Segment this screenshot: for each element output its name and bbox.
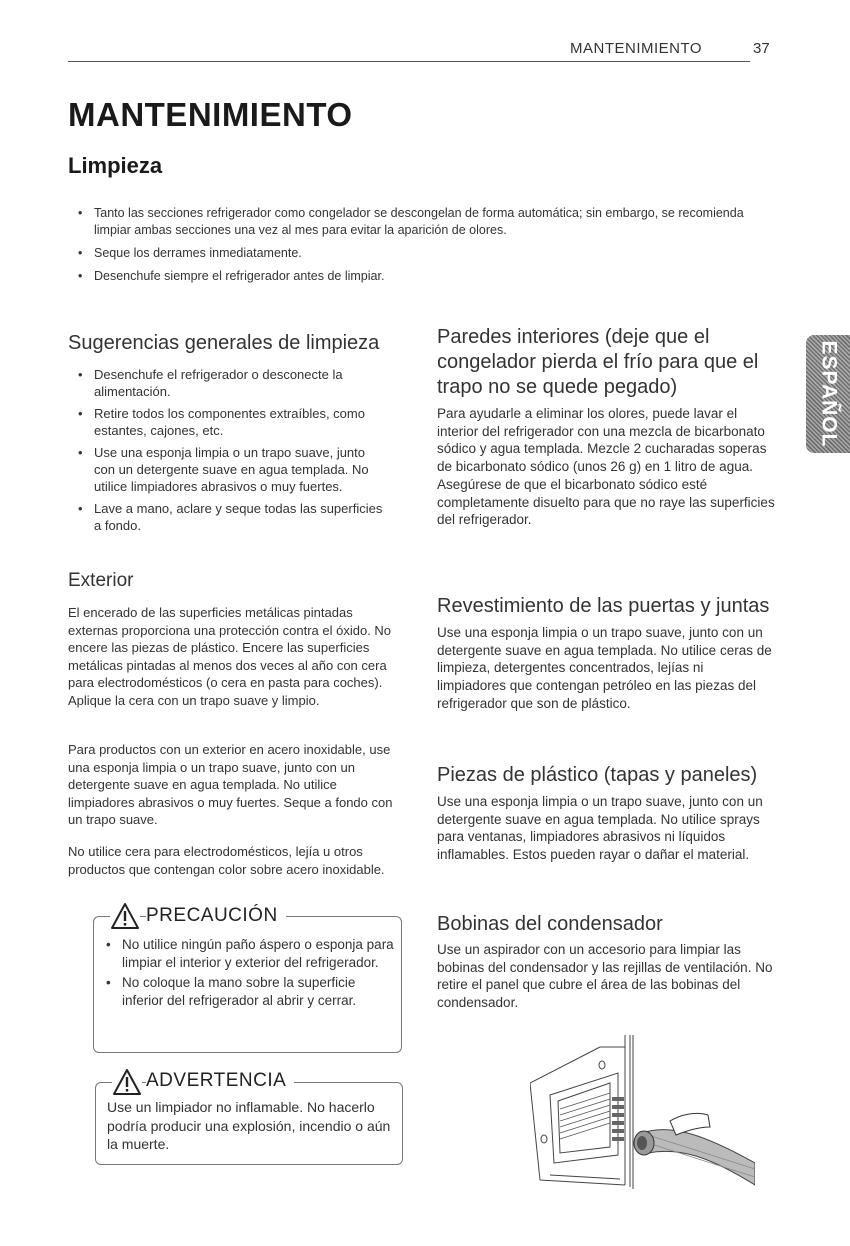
language-tab xyxy=(806,335,850,453)
list-item: • No coloque la mano sobre la superficie inferior del refrigerador al abrir y cerrar. xyxy=(106,974,396,1009)
condenser-coils-heading: Bobinas del condensador xyxy=(437,913,663,935)
warning-icon xyxy=(112,1068,142,1096)
exterior-paragraph-3: No utilice cera para electrodomésticos, lejía u otros productos que contengan color sobre acero inoxidable. xyxy=(68,844,385,877)
page-title: MANTENIMIENTO xyxy=(68,96,353,133)
list-item: • Desenchufe el refrigerador o desconecte la alimentación. xyxy=(78,366,388,400)
exterior-heading: Exterior xyxy=(68,570,134,591)
plastic-parts-heading: Piezas de plástico (tapas y paneles) xyxy=(437,764,758,786)
list-item: • Use una esponja limpia o un trapo suave, junto con un detergente suave en agua templada. No utilice limpiadores abrasivos o muy fuertes. xyxy=(78,444,388,495)
general-cleaning-list xyxy=(78,366,388,539)
caution-list xyxy=(106,936,396,1012)
exterior-paragraph-1: El encerado de las superficies metálicas pintadas externas proporciona una protección contra el óxido. No encere las piezas de plástico. Encere las superficies metálicas pintadas al menos dos veces al año con cera para electrodomésticos (o cera en pasta para coches). Aplique la cera con un trapo suave y limpio. xyxy=(68,605,392,708)
general-cleaning-heading: Sugerencias generales de limpieza xyxy=(68,332,380,354)
header-rule xyxy=(68,61,750,62)
caution-title: PRECAUCIÓN xyxy=(146,905,286,927)
language-tab-label: ESPAÑOL xyxy=(817,340,840,448)
doors-gaskets-text: Use una esponja limpia o un trapo suave, junto con un detergente suave en agua templada. No utilice ceras de limpieza, detergentes concentrados, lejías ni limpiadores que contengan petróleo en las piezas del refrigerador que son de plástico. xyxy=(437,625,772,711)
caution-warning-icon xyxy=(110,902,140,930)
warning-title: ADVERTENCIA xyxy=(146,1070,294,1092)
page-number: 37 xyxy=(753,40,770,57)
list-item: • Seque los derrames inmediatamente. xyxy=(78,245,758,262)
interior-walls-text: Para ayudarle a eliminar los olores, puede lavar el interior del refrigerador con una mezcla de bicarbonato sódico y agua templada. Mezcle 2 cucharadas soperas de bicarbonato sódico (unos 26 g) en 1 litro de agua. Asegúrese de que el bicarbonato sódico esté completamente disuelto para que no raye las superficies del refrigerador. xyxy=(437,406,775,528)
interior-walls-heading: Paredes interiores (deje que el congelador pierda el frío para que el trapo no se quede pegado) xyxy=(437,326,759,398)
list-item: • Retire todos los componentes extraíbles, como estantes, cajones, etc. xyxy=(78,405,388,439)
warning-text: Use un limpiador no inflamable. No hacerlo podría producir una explosión, incendio o aún la muerte. xyxy=(107,1099,391,1152)
intro-list xyxy=(78,205,758,291)
plastic-parts-text: Use una esponja limpia o un trapo suave, junto con un detergente suave en agua templada. No utilice sprays para ventanas, limpiadores abrasivos ni líquidos inflamables. Estos pueden rayar o dañar el material. xyxy=(437,794,763,863)
list-item: • No utilice ningún paño áspero o esponja para limpiar el interior y exterior del refrigerador. xyxy=(106,936,396,971)
running-header: MANTENIMIENTO xyxy=(570,40,703,57)
list-item: • Lave a mano, aclare y seque todas las superficies a fondo. xyxy=(78,500,388,534)
list-item: • Desenchufe siempre el refrigerador antes de limpiar. xyxy=(78,268,758,285)
condenser-cleaning-illustration xyxy=(530,1035,755,1195)
list-item: • Tanto las secciones refrigerador como congelador se descongelan de forma automática; sin embargo, se recomienda limpiar ambas secciones una vez al mes para evitar la aparición de olores. xyxy=(78,205,758,239)
section-subtitle: Limpieza xyxy=(68,153,163,178)
exterior-paragraph-2: Para productos con un exterior en acero inoxidable, use una esponja limpia o un trapo suave, junto con un detergente suave en agua templada. No utilice limpiadores abrasivos o muy fuertes. Seque a fondo con un trapo suave. xyxy=(68,742,393,827)
condenser-coils-text: Use un aspirador con un accesorio para limpiar las bobinas del condensador y las rejillas de ventilación. No retire el panel que cubre el área de las bobinas del condensador. xyxy=(437,942,773,1011)
doors-gaskets-heading: Revestimiento de las puertas y juntas xyxy=(437,595,770,617)
